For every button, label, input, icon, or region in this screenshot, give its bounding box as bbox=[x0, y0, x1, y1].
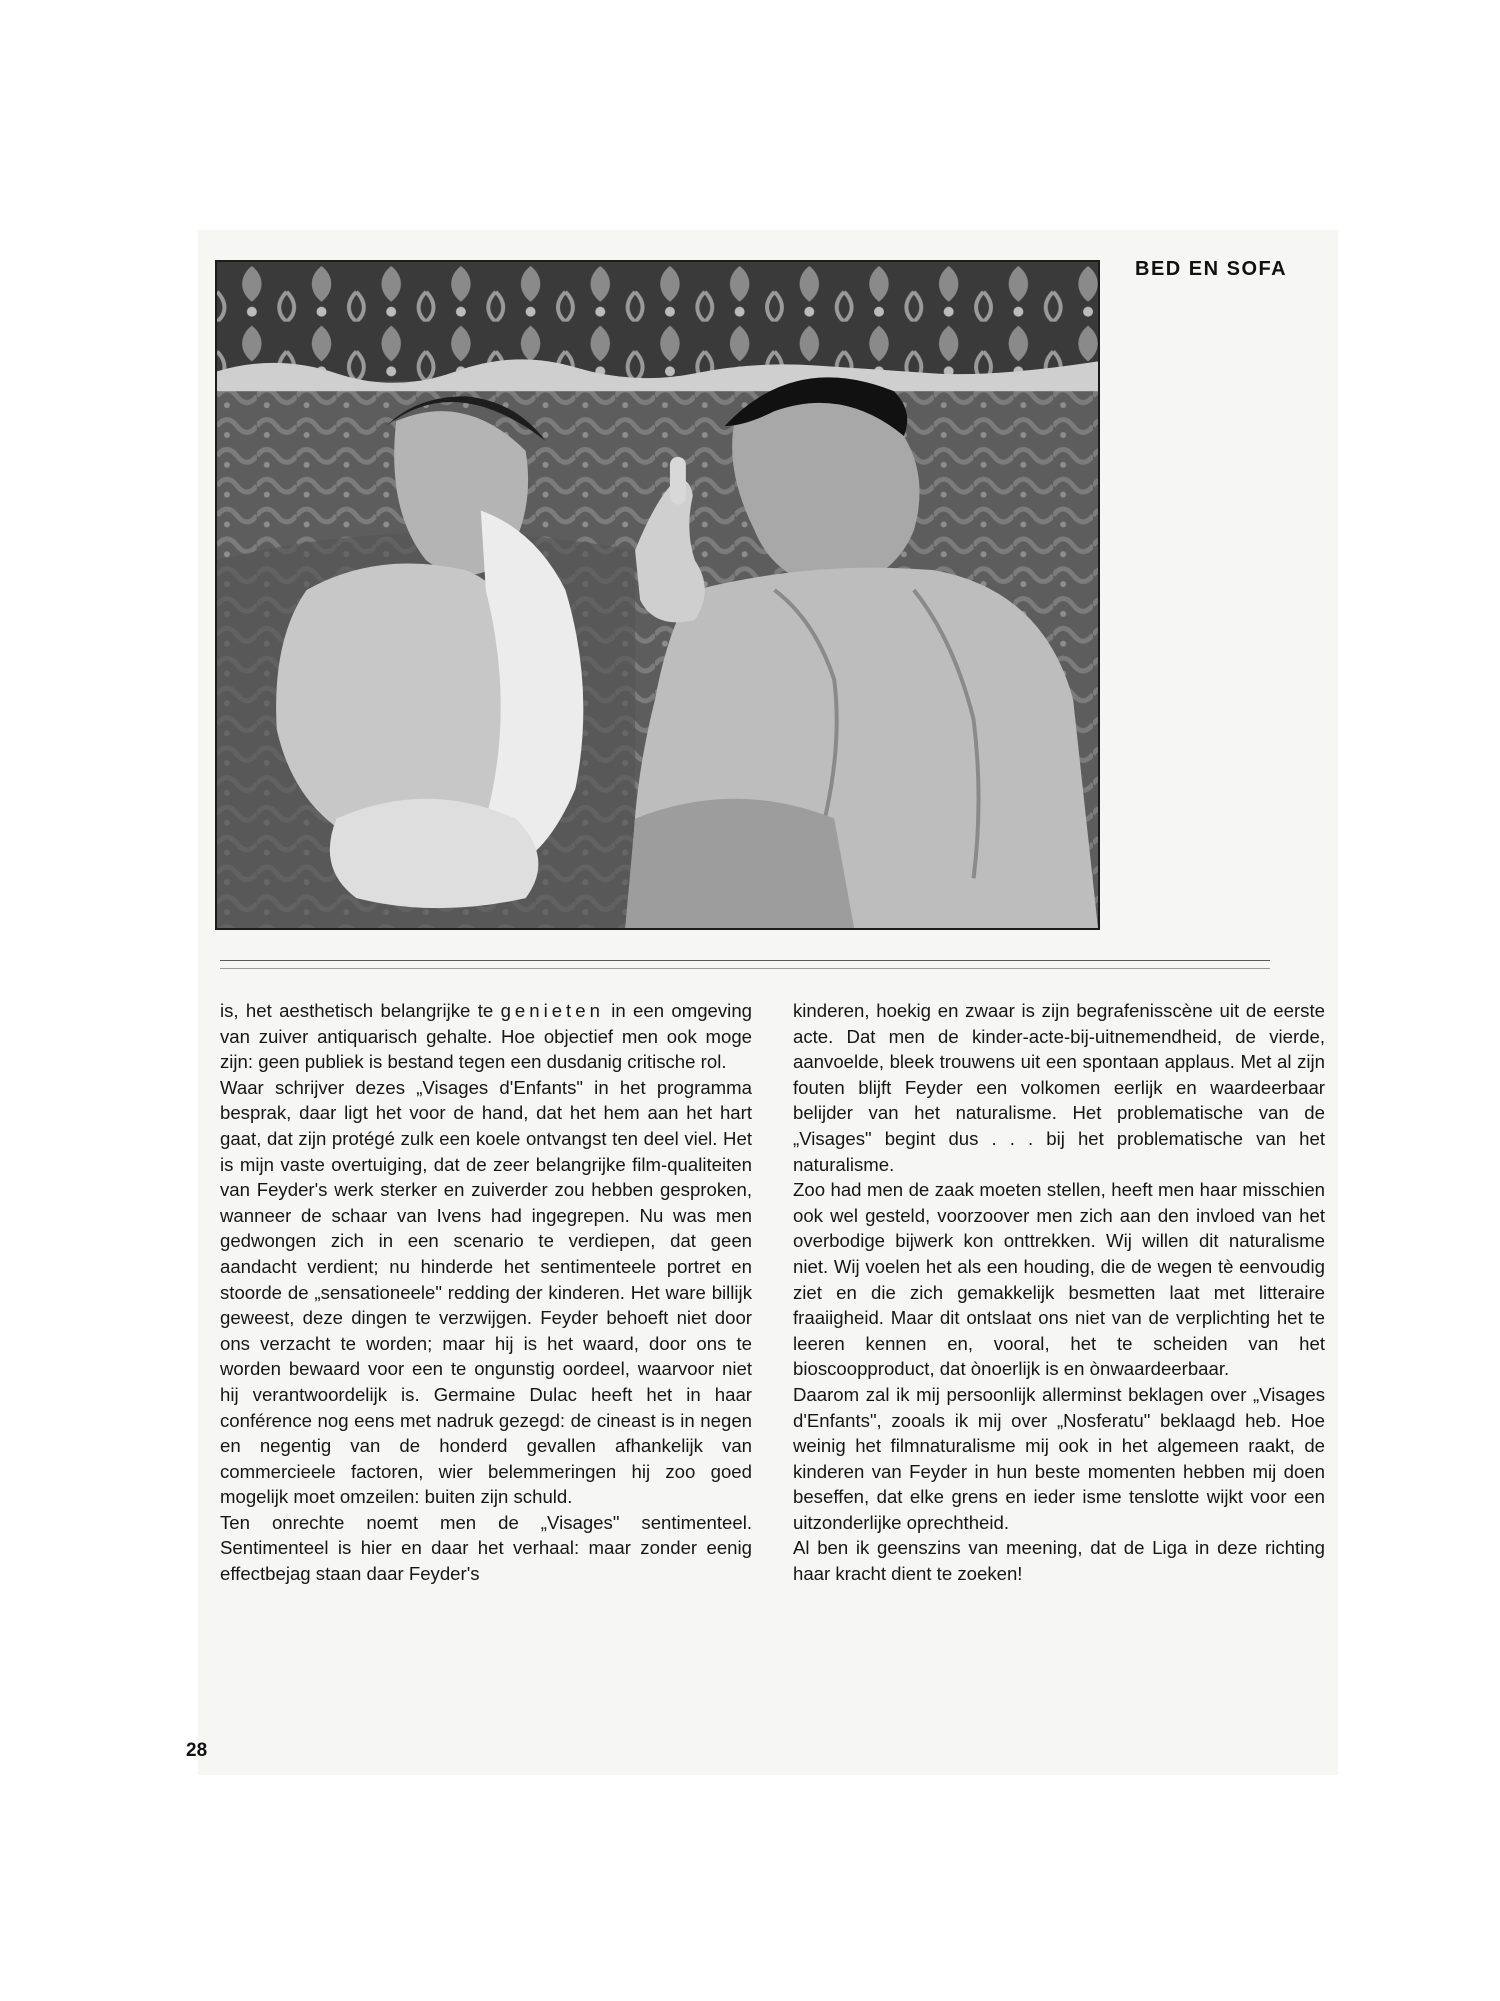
photo-caption: BED EN SOFA bbox=[1135, 258, 1288, 280]
paragraph: Zoo had men de zaak moeten stellen, heeft men haar misschien ook wel gesteld, voorzoover men zich aan den invloed van het overbodige bijwerk kon onttrekken. Wij willen dit naturalisme niet. Wij voelen het als een houding, die de wegen tè eenvoudig ziet en die zich gemakkelijk besmetten laat met litteraire fraaiigheid. Maar dit ontslaat ons niet van de verplichting het te leeren kennen en, vooral, het te scheiden van het bioscoopproduct, dat ònoerlijk is en ònwaardeerbaar. bbox=[793, 1179, 1325, 1380]
paragraph: Waar schrijver dezes „Visages d'Enfants" in het programma besprak, daar ligt het voor de hand, dat het hem aan het hart gaat, dat zijn protégé zulk een koele ontvangst ten deel viel. Het is mijn vaste overtuiging, dat de zeer belangrijke film-qualiteiten van Feyder's werk sterker en zuiverder zou hebben gesproken, wanneer de schaar van Ivens had ingegrepen. Nu was men gedwongen zich in een scenario te verdiepen, dat geen aandacht verdient; nu hinderde het sentimenteele portret en stoorde de „sensationeele" redding der kinderen. Het ware billijk geweest, deze dingen te verzwijgen. Feyder behoeft niet door ons verzacht te worden; maar hij is het waard, door ons te worden bewaard voor een te ongunstig oordeel, waarvoor niet hij verantwoordelijk is. Germaine Dulac heeft het in haar conférence nog eens met nadruk gezegd: de cineast is in negen en negentig van de honderd gevallen afhankelijk van commercieele factoren, wier belemmeringen hij zoo goed mogelijk moet omzeilen: buiten zijn schuld. bbox=[220, 1076, 752, 1508]
section-divider bbox=[220, 960, 1270, 961]
emphasized-word: genieten bbox=[500, 1000, 604, 1021]
paragraph bbox=[220, 998, 752, 1075]
paragraph-text: is, het aesthetisch belangrijke te bbox=[220, 1000, 501, 1021]
page-number: 28 bbox=[186, 1740, 208, 1761]
left-text-column bbox=[220, 998, 752, 1587]
paragraph: Ten onrechte noemt men de „Visages" sentimenteel. Sentimenteel is hier en daar het verhaal: maar zonder eenig effectbejag staan daar Feyder's bbox=[220, 1511, 752, 1585]
paragraph: kinderen, hoekig en zwaar is zijn begrafenisscène uit de eerste acte. Dat men de kinder-acte-bij-uitnemendheid, de vierde, aanvoelde, bleek trouwens uit een spontaan applaus. Met al zijn fouten blijft Feyder een volkomen eerlijk en waardeerbaar belijder van het naturalisme. Het problematische van de „Visages" begint dus . . . bij het problematische van het naturalisme. bbox=[793, 1000, 1325, 1175]
right-text-column bbox=[793, 998, 1325, 1587]
paragraph: Daarom zal ik mij persoonlijk allerminst beklagen over „Visages d'Enfants", zooals ik mij over „Nosferatu" beklaagd heb. Hoe weinig het filmnaturalisme mij ook in het algemeen raakt, de kinderen van Feyder in hun beste momenten hebben mij doen beseffen, dat elke grens en ieder isme tenslotte wijkt voor een uitzonderlijke oprechtheid. bbox=[793, 1383, 1325, 1533]
paragraph-text: in een omgeving van zuiver antiquarisch gehalte. Hoe objectief men ook moge zijn: geen publiek is bestand tegen een dusdanig critische rol. bbox=[220, 1000, 752, 1073]
section-divider-thin bbox=[220, 968, 1270, 969]
paragraph: Al ben ik geenszins van meening, dat de Liga in deze richting haar kracht dient te zoeken! bbox=[793, 1537, 1325, 1585]
film-still-photo bbox=[215, 260, 1100, 930]
film-still-illustration bbox=[217, 262, 1098, 928]
